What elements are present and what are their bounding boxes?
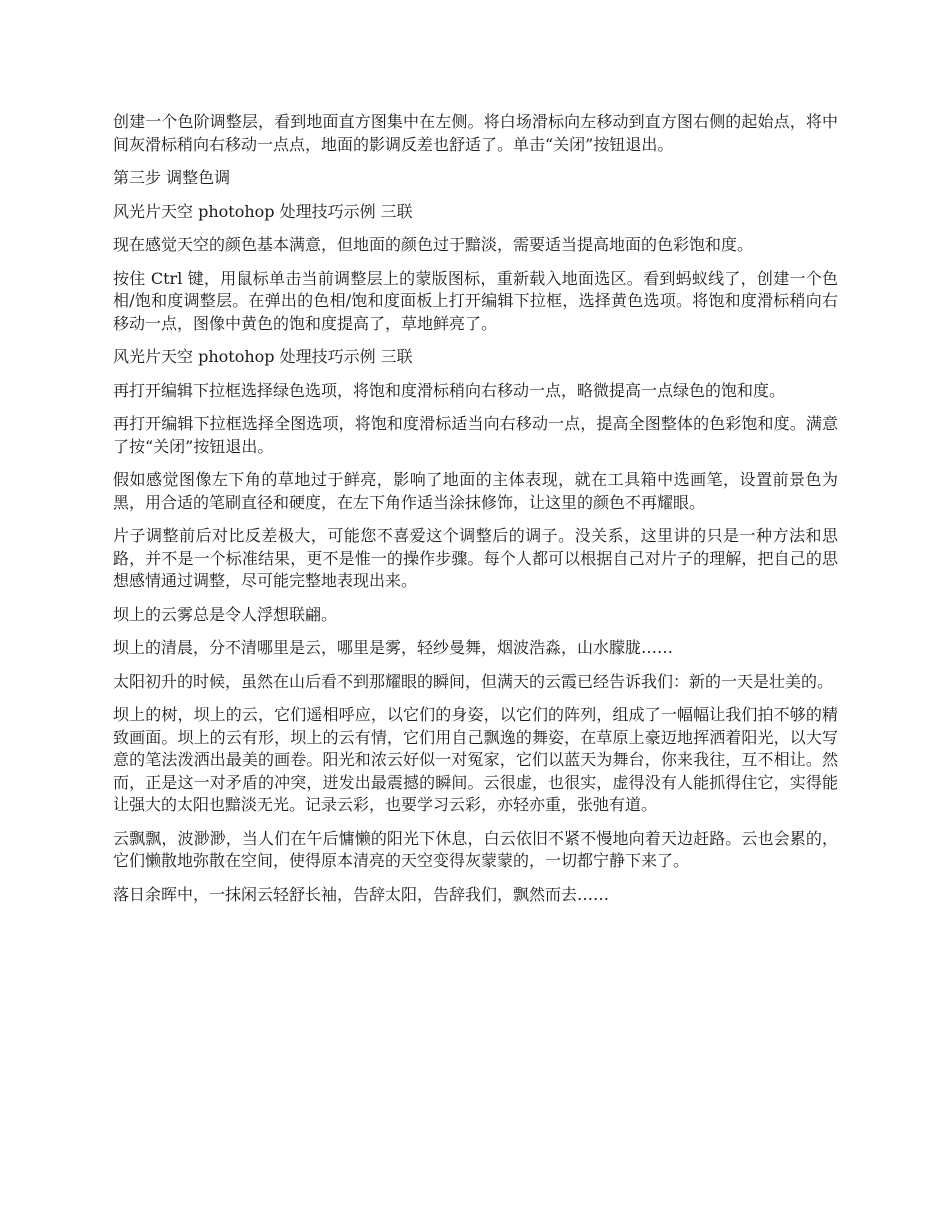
paragraph: 坝上的云雾总是令人浮想联翩。 bbox=[113, 604, 338, 624]
paragraph: 创建一个色阶调整层，看到地面直方图集中在左侧。将白场滑标向左移动到直方图右侧的起始点，将中间灰滑标稍向右移动一点点，地面的影调反差也舒适了。单击“关闭”按钮退出。 bbox=[113, 112, 838, 154]
paragraph: 现在感觉天空的颜色基本满意，但地面的颜色过于黯淡，需要适当提高地面的色彩饱和度。 bbox=[113, 235, 754, 254]
paragraph: 坝上的清晨，分不清哪里是云，哪里是雾，轻纱曼舞，烟波浩淼，山水朦胧…… bbox=[113, 638, 674, 657]
paragraph: 片子调整前后对比反差极大，可能您不喜爱这个调整后的调子。没关系，这里讲的只是一种方法和思路，并不是一个标准结果，更不是惟一的操作步骤。每个人都可以根据自己对片子的理解，把自己的思想感情通过调整，尽可能完整地表现出来。 bbox=[113, 526, 838, 590]
step-heading: 第三步 调整色调 bbox=[113, 168, 231, 187]
image-caption: 风光片天空 photohop 处理技巧示例 三联 bbox=[113, 201, 413, 221]
paragraph: 再打开编辑下拉框选择绿色选项，将饱和度滑标稍向右移动一点，略微提高一点绿色的饱和度。 bbox=[113, 380, 786, 400]
paragraph: 再打开编辑下拉框选择全图选项，将饱和度滑标适当向右移动一点，提高全图整体的色彩饱和度。满意了按“关闭”按钮退出。 bbox=[113, 414, 838, 456]
paragraph: 坝上的树，坝上的云，它们遥相呼应，以它们的身姿，以它们的阵列，组成了一幅幅让我们拍不够的精致画面。坝上的云有形，坝上的云有情，它们用自己飘逸的舞姿，在草原上豪迈地挥洒着阳光，以大写意的笔法泼洒出最美的画卷。阳光和浓云好似一对冤家，它们以蓝天为舞台，你来我往，互不相让。然而，正是这一对矛盾的冲突，迸发出最震撼的瞬间。云很虚，也很实，虚得没有人能抓得住它，实得能让强大的太阳也黯淡无光。记录云彩，也要学习云彩，亦轻亦重，张弛有道。 bbox=[113, 705, 838, 814]
paragraph: 太阳初升的时候，虽然在山后看不到那耀眼的瞬间，但满天的云霞已经告诉我们：新的一天是壮美的。 bbox=[113, 671, 834, 691]
image-caption: 风光片天空 photohop 处理技巧示例 三联 bbox=[113, 347, 413, 366]
paragraph: 云飘飘，波渺渺，当人们在午后慵懒的阳光下休息，白云依旧不紧不慢地向着天边赶路。云也会累的，它们懒散地弥散在空间，使得原本清亮的天空变得灰蒙蒙的，一切都宁静下来了。 bbox=[113, 828, 838, 870]
paragraph: 按住 Ctrl 键，用鼠标单击当前调整层上的蒙版图标，重新载入地面选区。看到蚂蚁线了，创建一个色相/饱和度调整层。在弹出的色相/饱和度面板上打开编辑下拉框，选择黄色选项。将饱和度滑标稍向右移动一点，图像中黄色的饱和度提高了，草地鲜亮了。 bbox=[113, 268, 838, 333]
paragraph: 落日余晖中，一抹闲云轻舒长袖，告辞太阳，告辞我们，飘然而去…… bbox=[113, 884, 610, 904]
paragraph: 假如感觉图像左下角的草地过于鲜亮，影响了地面的主体表现，就在工具箱中选画笔，设置前景色为黑，用合适的笔刷直径和硬度，在左下角作适当涂抹修饰，让这里的颜色不再耀眼。 bbox=[113, 470, 838, 512]
